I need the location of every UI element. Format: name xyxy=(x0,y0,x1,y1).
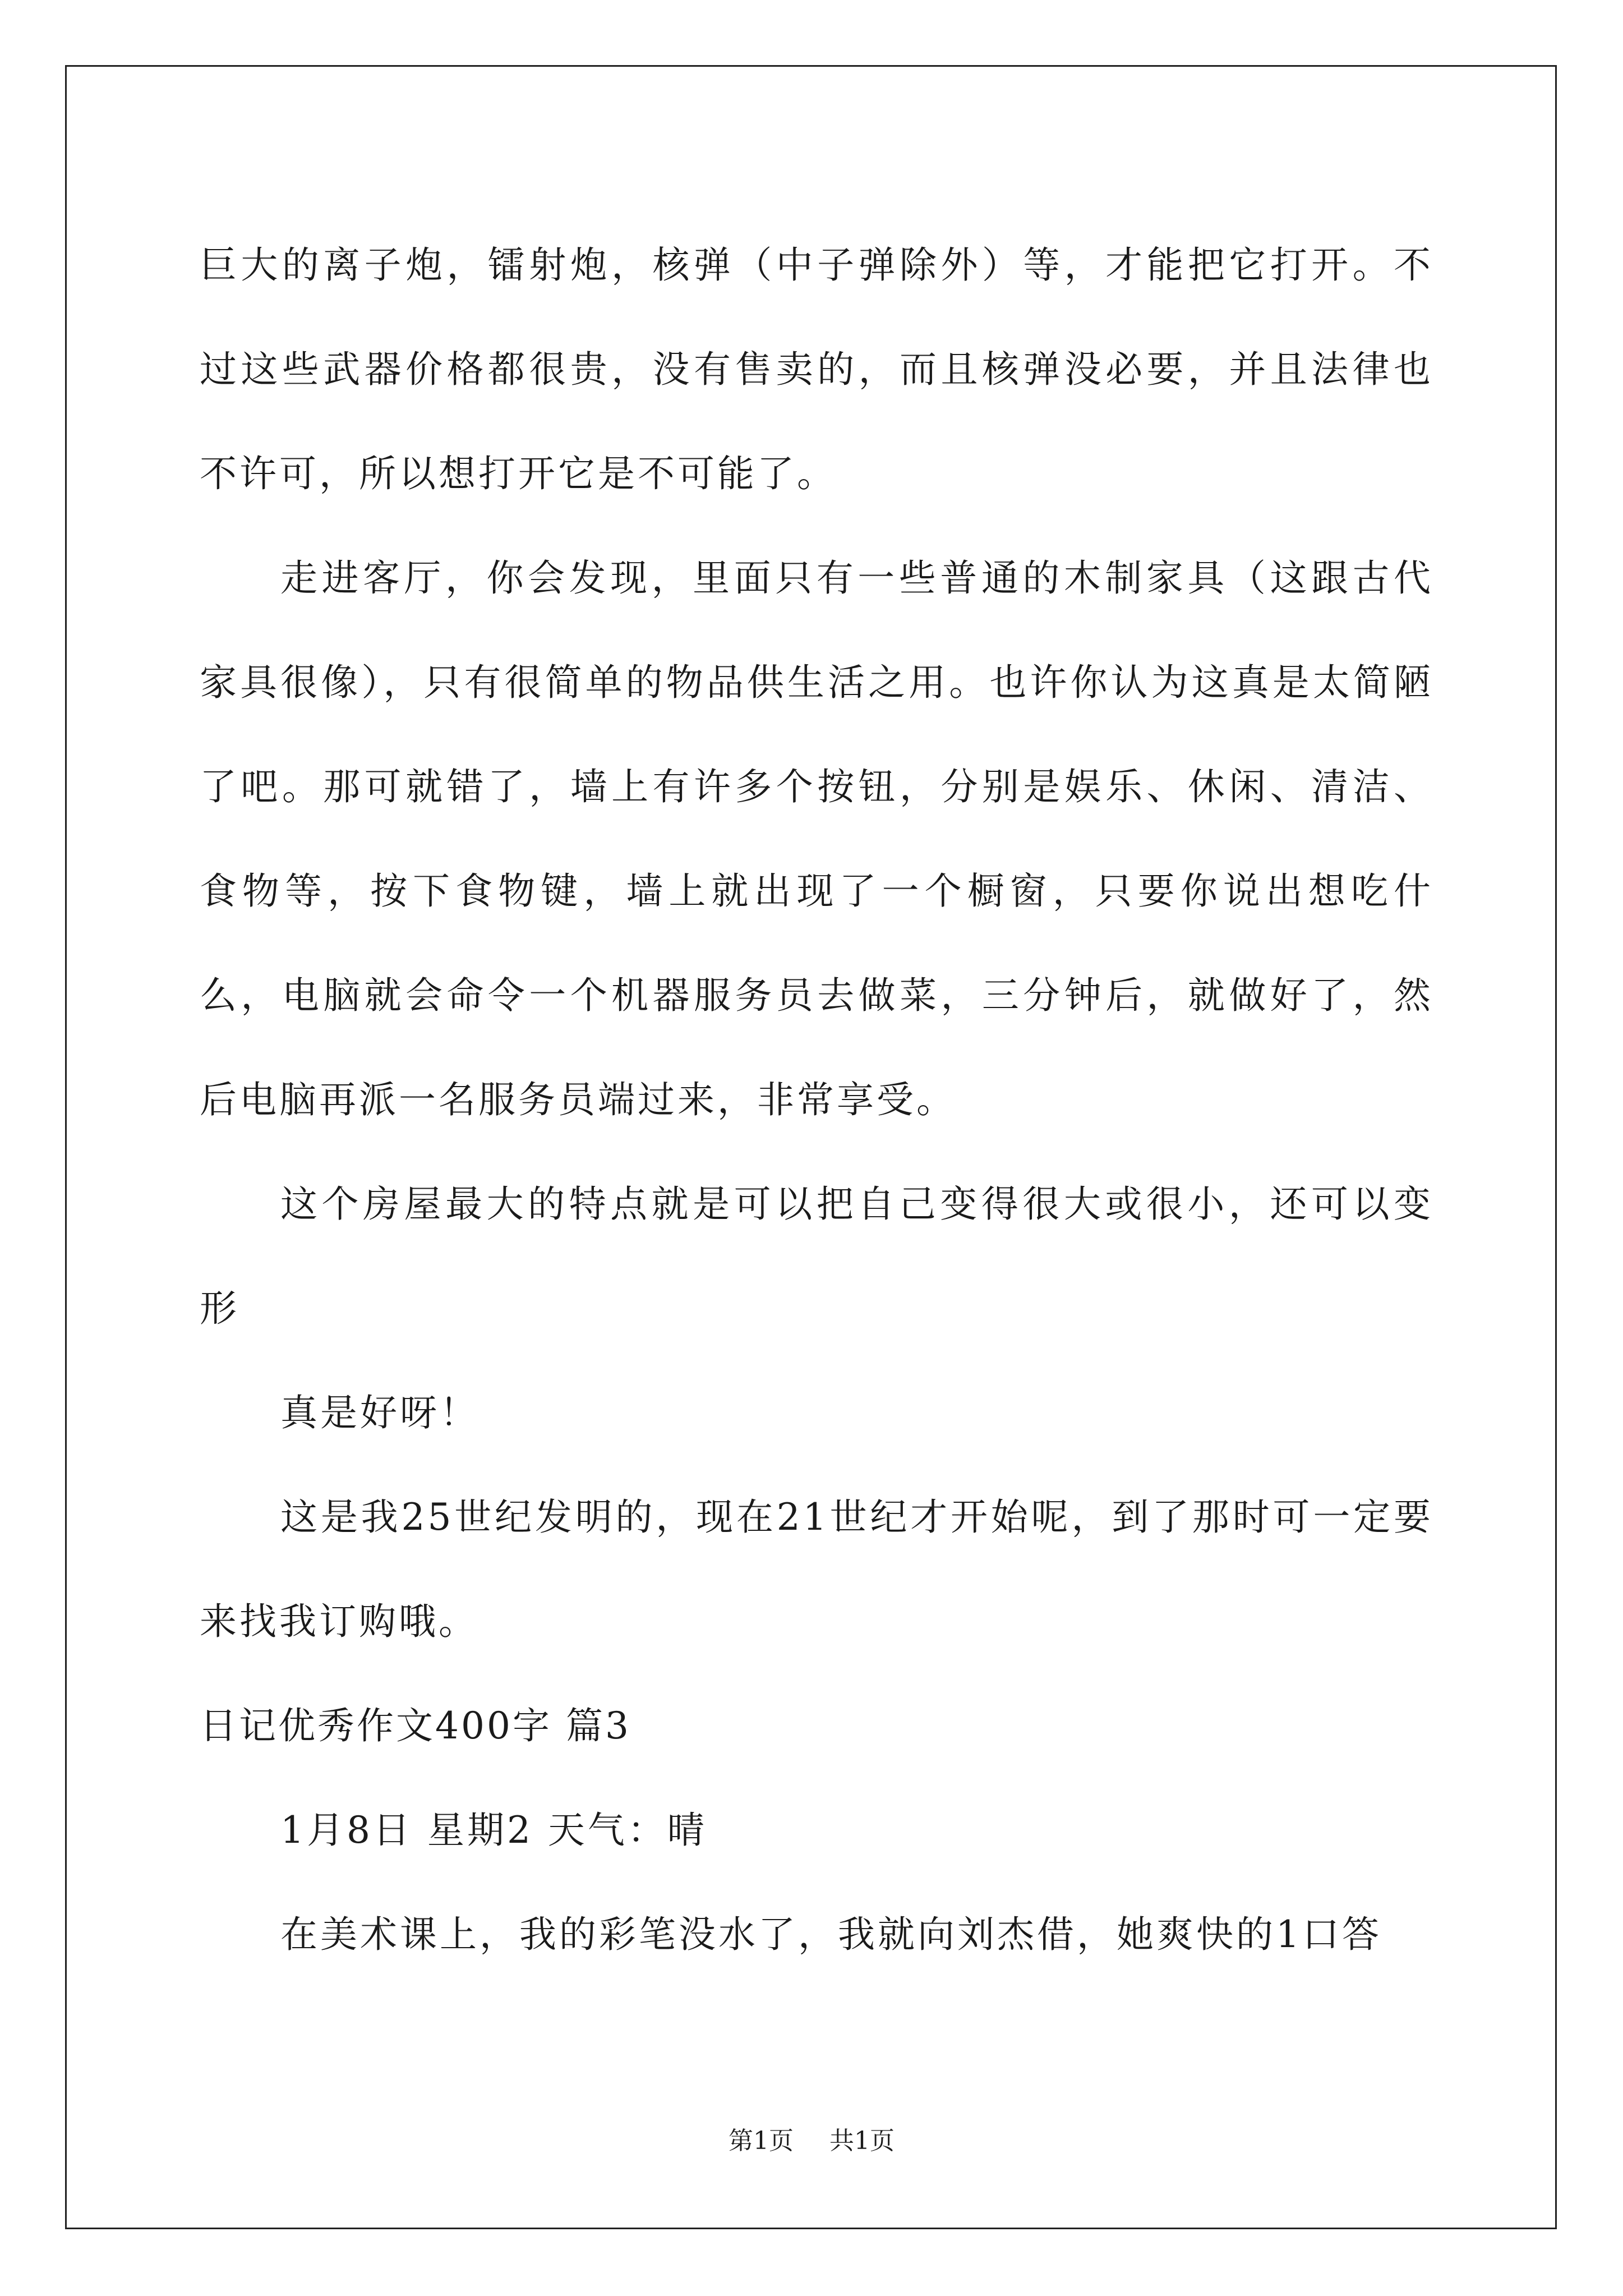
paragraph-1: 巨大的离子炮，镭射炮，核弹（中子弹除外）等，才能把它打开。不过这些武器价格都很贵，没有售卖的，而且核弹没必要，并且法律也不许可，所以想打开它是不可能了。 xyxy=(200,243,1433,495)
page-total: 共1页 xyxy=(829,2127,895,2155)
page-number: 第1页 xyxy=(728,2127,794,2155)
paragraph-5: 这是我25世纪发明的，现在21世纪才开始呢，到了那时可一定要来找我订购哦。 xyxy=(200,1496,1433,1643)
document-body xyxy=(200,213,1433,1987)
diary-header: 1月8日 星期2 天气：晴 xyxy=(280,1809,707,1852)
paragraph-6: 在美术课上，我的彩笔没水了，我就向刘杰借，她爽快的1口答 xyxy=(280,1913,1382,1956)
paragraph-4: 真是好呀！ xyxy=(280,1391,479,1434)
paragraph-2: 走进客厅，你会发现，里面只有一些普通的木制家具（这跟古代家具很像），只有很简单的物品供生活之用。也许你认为这真是太简陋了吧。那可就错了，墙上有许多个按钮，分别是娱乐、休闲、清洁、食物等，按下食物键，墙上就出现了一个橱窗，只要你说出想吃什么，电脑就会命令一个机器服务员去做菜，三分钟后，就做好了，然后电脑再派一名服务员端过来，非常享受。 xyxy=(200,556,1433,1121)
section-heading: 日记优秀作文400字 篇3 xyxy=(200,1704,631,1747)
page-footer xyxy=(0,2120,1623,2156)
paragraph-3: 这个房屋最大的特点就是可以把自己变得很大或很小，还可以变形 xyxy=(200,1182,1433,1330)
